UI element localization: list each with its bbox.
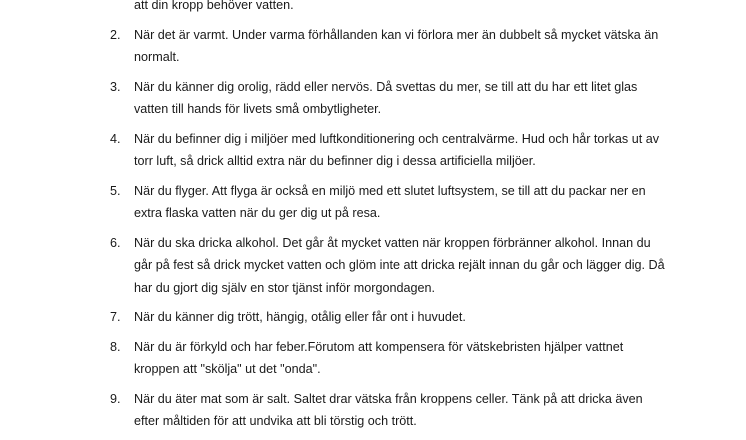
list-item-text: att din kropp behöver vatten. xyxy=(134,0,294,12)
list-item xyxy=(110,128,670,173)
list-item-number: 8. xyxy=(110,339,121,354)
list-item xyxy=(110,24,670,69)
list-item-number: 7. xyxy=(110,310,121,324)
list-item-number: 5. xyxy=(110,183,121,198)
reasons-list xyxy=(110,0,670,440)
list-item xyxy=(110,336,670,381)
list-item-continuation xyxy=(110,0,670,17)
list-item-number: 3. xyxy=(110,79,121,94)
list-item-text: När du känner dig trött, hängig, otålig eller får ont i huvudet. xyxy=(134,310,466,324)
list-item xyxy=(110,232,670,300)
list-item-number: 9. xyxy=(110,391,121,406)
list-item xyxy=(110,388,670,433)
list-item-text: När du ska dricka alkohol. Det går åt mycket vatten när kroppen förbränner alkohol. Innan du går på fest så drick mycket vatten och glöm inte att dricka rejält innan du går och lägger dig. Då har du gjort dig själv en stor tjänst inför morgondagen. xyxy=(134,235,665,295)
list-item-text: När du äter mat som är salt. Saltet drar vätska från kroppens celler. Tänk på att dricka även efter måltiden för att undvika att bli törstig och trött. xyxy=(134,391,643,428)
list-item xyxy=(110,76,670,121)
list-item-number: 2. xyxy=(110,27,121,42)
list-item-text: När du befinner dig i miljöer med luftkonditionering och centralvärme. Hud och hår torkas ut av torr luft, så drick alltid extra när du befinner dig i dessa artificiella miljöer. xyxy=(134,131,660,168)
list-item-text: När du flyger. Att flyga är också en miljö med ett slutet luftsystem, se till att du packar ner en extra flaska vatten när du ger dig ut på resa. xyxy=(134,183,646,220)
list-item-text: När du är förkyld och har feber.Förutom att kompensera för vätskebristen hjälper vattnet kroppen att "skölja" ut det "onda". xyxy=(134,339,624,376)
list-item xyxy=(110,180,670,225)
list-item-text: När det är varmt. Under varma förhållanden kan vi förlora mer än dubbelt så mycket vätska än normalt. xyxy=(134,27,659,64)
list-item xyxy=(110,306,670,329)
list-item-number: 6. xyxy=(110,235,121,250)
list-item-number: 4. xyxy=(110,131,121,146)
list-item-text: När du känner dig orolig, rädd eller nervös. Då svettas du mer, se till att du har ett litet glas vatten till hands för livets små ombytligheter. xyxy=(134,79,638,116)
